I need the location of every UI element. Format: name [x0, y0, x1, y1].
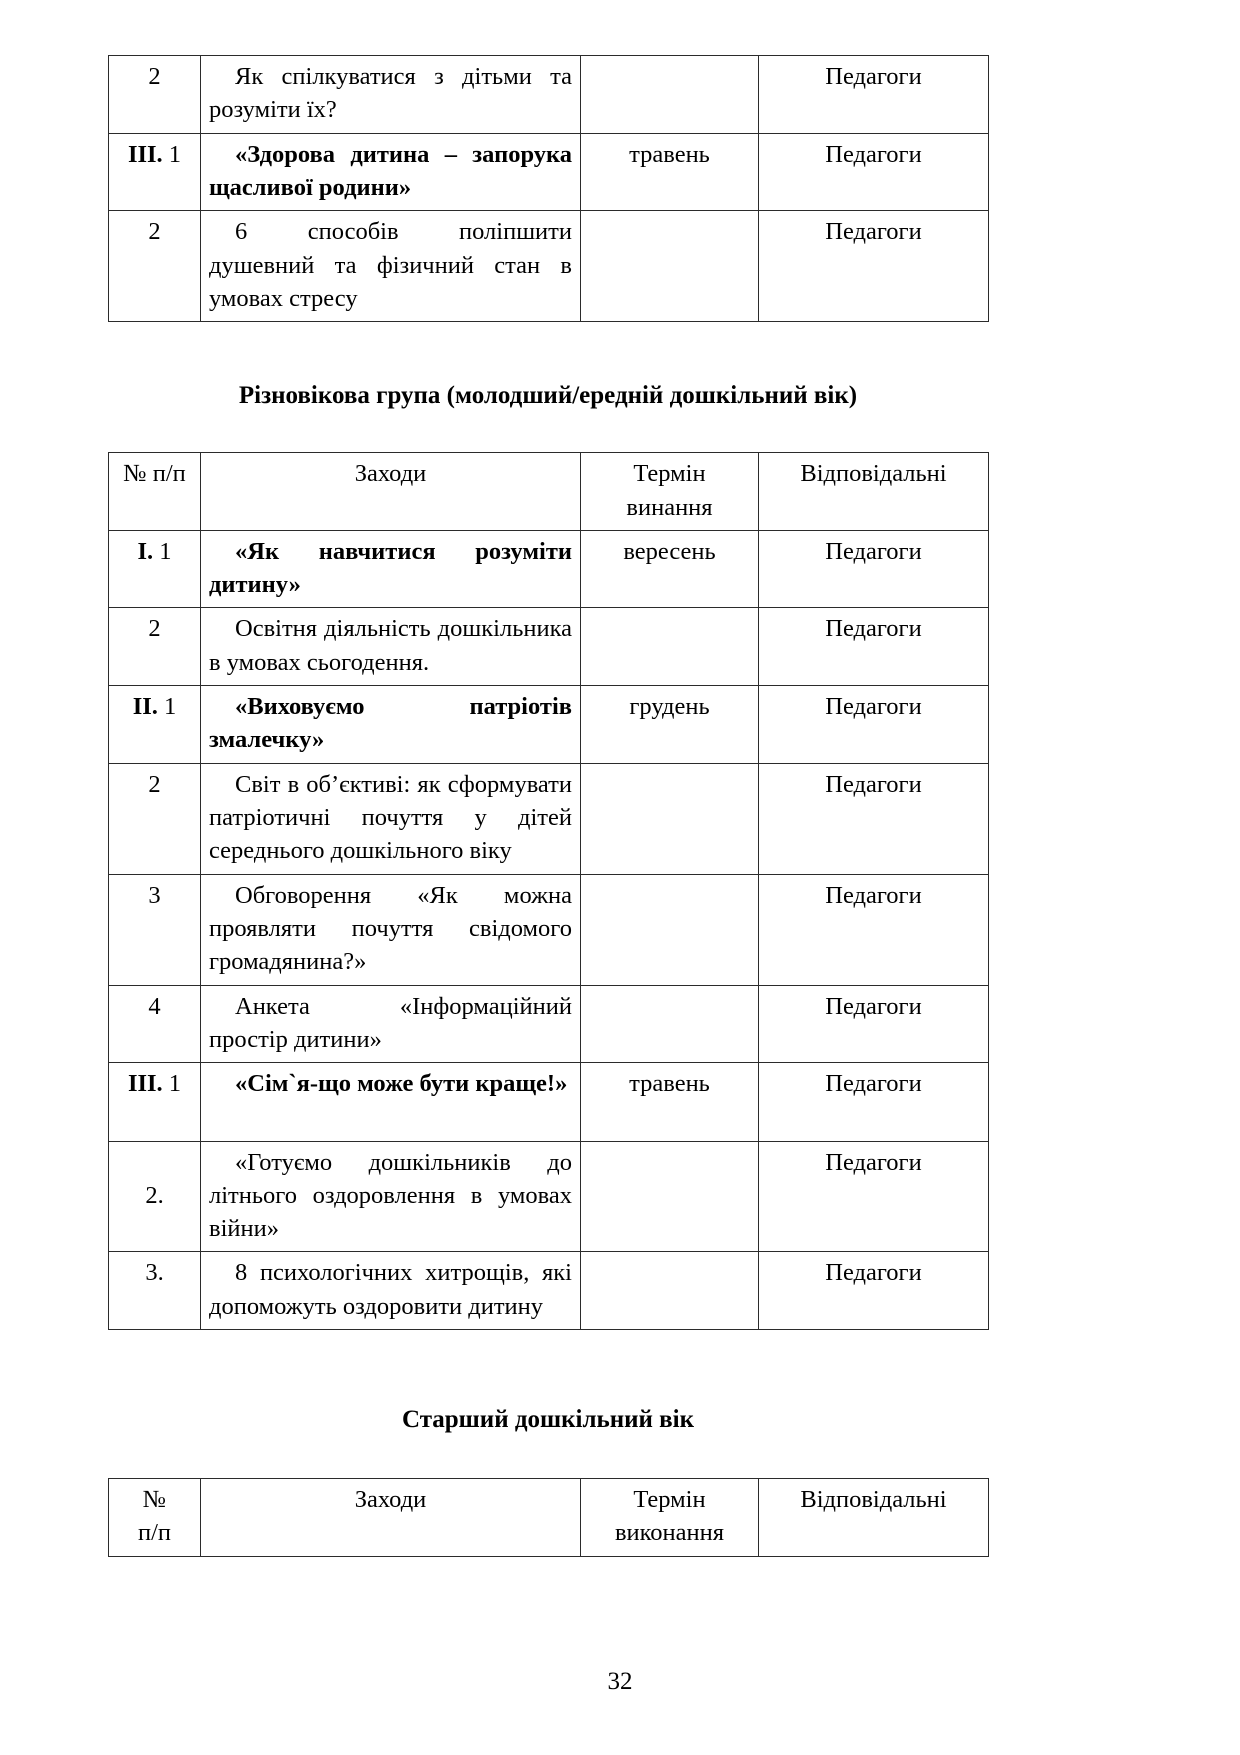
row-responsible: Педагоги	[759, 1063, 989, 1141]
table-header-row	[109, 1479, 989, 1557]
page-number: 32	[607, 1668, 633, 1695]
header-term-line1: Термін	[633, 460, 706, 488]
table-row	[109, 530, 989, 608]
row-responsible: Педагоги	[759, 1141, 989, 1252]
row-term	[581, 1141, 759, 1252]
row-number: 2	[109, 211, 201, 322]
row-activity-spacer	[209, 1101, 572, 1135]
row-activity-text: «Сім`я-що може бути краще!»	[235, 1070, 568, 1098]
section-title-senior: Старший дошкільний вік	[401, 1406, 695, 1434]
table-top-continued	[108, 55, 989, 322]
header-measures: Заходи	[201, 453, 581, 531]
header-term-line2: виконання	[614, 1519, 725, 1547]
row-responsible: Педагоги	[759, 133, 989, 211]
page-content	[108, 55, 988, 1557]
table-row	[109, 985, 989, 1063]
row-responsible: Педагоги	[759, 763, 989, 874]
header-number-line1: №	[142, 1486, 167, 1514]
header-term-line1: Термін	[633, 1486, 706, 1514]
row-activity: 8 психологічних хитрощів, які допоможуть оздоровити дитину	[201, 1252, 581, 1330]
row-activity: Анкета «Інформаційний простір дитини»	[201, 985, 581, 1063]
table-row	[109, 1252, 989, 1330]
table-row	[109, 211, 989, 322]
row-activity: Світ в об’єктиві: як сформувати патріотичні почуття у дітей середнього дошкільного віку	[201, 763, 581, 874]
section-title-mixed-age: Різновікова група (молодший/ередній дошкільний вік)	[238, 382, 858, 410]
row-activity: «Виховуємо патріотів змалечку»	[201, 686, 581, 764]
row-responsible: Педагоги	[759, 985, 989, 1063]
header-number	[109, 1479, 201, 1557]
spacer	[108, 410, 988, 452]
row-number-value: 1	[168, 1070, 182, 1098]
row-responsible: Педагоги	[759, 1252, 989, 1330]
row-activity: Як спілкуватися з дітьми та розуміти їх?	[201, 56, 581, 134]
row-term	[581, 985, 759, 1063]
row-number	[109, 686, 201, 764]
header-number-line2: п/п	[137, 1519, 172, 1547]
row-term	[581, 608, 759, 686]
spacer	[108, 1330, 988, 1406]
header-term	[581, 1479, 759, 1557]
row-number: 3.	[109, 1252, 201, 1330]
row-number: 2.	[109, 1141, 201, 1252]
row-responsible: Педагоги	[759, 874, 989, 985]
table-row	[109, 763, 989, 874]
row-responsible: Педагоги	[759, 211, 989, 322]
table-row	[109, 686, 989, 764]
header-responsible: Відповідальні	[759, 1479, 989, 1557]
table-row	[109, 133, 989, 211]
row-number-roman: III.	[127, 1070, 163, 1098]
row-number-value: 1	[159, 537, 172, 565]
row-responsible: Педагоги	[759, 686, 989, 764]
row-activity: «Здорова дитина – запорука щасливої родини»	[201, 133, 581, 211]
header-term	[581, 453, 759, 531]
row-number: 2	[109, 763, 201, 874]
row-number-roman: I.	[137, 537, 154, 565]
row-number-roman: II.	[132, 693, 158, 721]
spacer	[108, 322, 988, 382]
row-term	[581, 763, 759, 874]
table-row	[109, 608, 989, 686]
row-term: травень	[581, 1063, 759, 1141]
row-term	[581, 211, 759, 322]
row-term	[581, 874, 759, 985]
row-term: травень	[581, 133, 759, 211]
header-number: № п/п	[109, 453, 201, 531]
row-activity: «Як навчитися розуміти дитину»	[201, 530, 581, 608]
row-activity: Освітня діяльність дошкільника в умовах сьогодення.	[201, 608, 581, 686]
table-row	[109, 1063, 989, 1141]
row-responsible: Педагоги	[759, 530, 989, 608]
row-activity: 6 способів поліпшити душевний та фізичний стан в умовах стресу	[201, 211, 581, 322]
row-term: грудень	[581, 686, 759, 764]
table-mixed-age	[108, 452, 989, 1330]
header-term-line2: винання	[626, 493, 713, 521]
row-number: 4	[109, 985, 201, 1063]
spacer	[108, 1434, 988, 1478]
row-term: вересень	[581, 530, 759, 608]
table-header-row	[109, 453, 989, 531]
row-number-roman: III.	[127, 140, 163, 168]
row-number: 2	[109, 56, 201, 134]
row-number-value: 1	[164, 693, 177, 721]
row-number	[109, 133, 201, 211]
table-senior	[108, 1478, 989, 1557]
table-row	[109, 1141, 989, 1252]
row-number: 2	[109, 608, 201, 686]
row-activity	[201, 1063, 581, 1141]
table-row	[109, 56, 989, 134]
row-term	[581, 56, 759, 134]
row-responsible: Педагоги	[759, 56, 989, 134]
table-row	[109, 874, 989, 985]
header-measures: Заходи	[201, 1479, 581, 1557]
row-number-value: 1	[168, 140, 182, 168]
row-responsible: Педагоги	[759, 608, 989, 686]
row-activity: «Готуємо дошкільників до літнього оздоровлення в умовах війни»	[201, 1141, 581, 1252]
row-number: 3	[109, 874, 201, 985]
row-term	[581, 1252, 759, 1330]
row-activity: Обговорення «Як можна проявляти почуття свідомого громадянина?»	[201, 874, 581, 985]
header-responsible: Відповідальні	[759, 453, 989, 531]
row-number	[109, 530, 201, 608]
row-number	[109, 1063, 201, 1141]
